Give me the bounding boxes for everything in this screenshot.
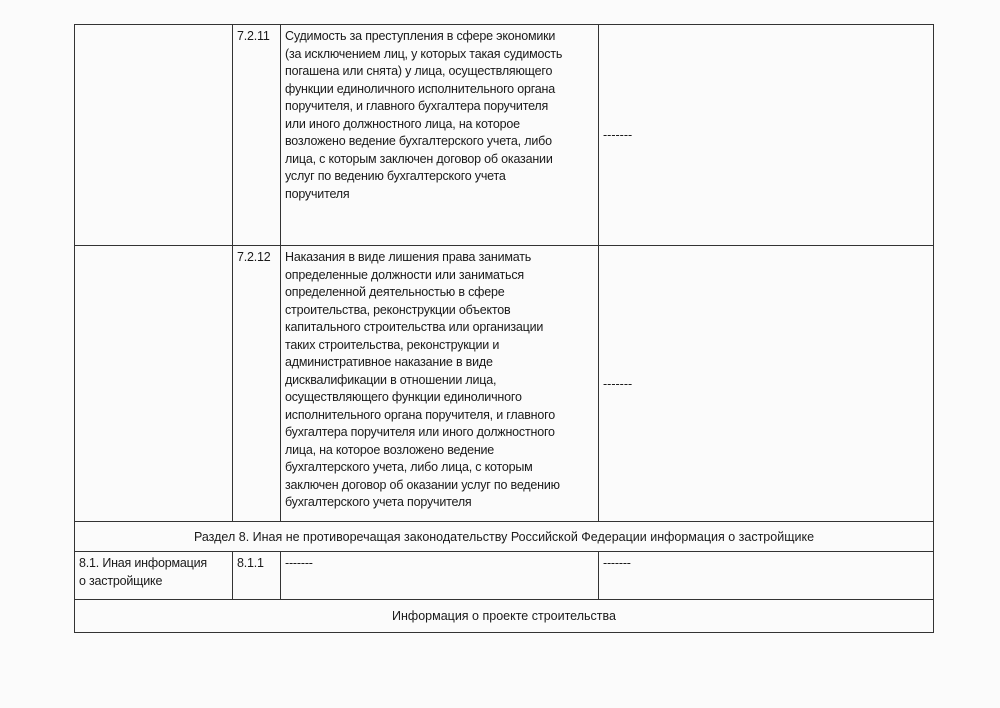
description-line: возложено ведение бухгалтерского учета, либо (285, 134, 552, 148)
empty-cell (75, 246, 233, 521)
item-description (281, 246, 599, 521)
description-line: лица, на которое возложено ведение (285, 442, 495, 457)
label-line: 8.1. Иная информация (79, 556, 207, 570)
description-line: бухгалтерского учета поручителя (285, 495, 472, 509)
label-line: о застройщике (79, 573, 163, 588)
description-line: бухгалтерского учета, либо лица, с которым (285, 460, 533, 474)
item-value (599, 246, 933, 521)
description-line: капитального строительства или организации (285, 320, 544, 334)
description-line: заключен договор об оказании услуг по ведению (285, 477, 560, 492)
empty-cell (75, 25, 233, 245)
description-line: функции единоличного исполнительного органа (285, 81, 555, 96)
table-row (74, 246, 934, 522)
description-line: погашена или снята) у лица, осуществляющего (285, 64, 553, 78)
table-row (74, 552, 934, 600)
item-number-text: 8.1.1 (237, 556, 264, 570)
description-line: ------- (285, 556, 313, 570)
section-title: Информация о проекте строительства (392, 609, 616, 623)
item-value (599, 25, 933, 245)
item-number-text: 7.2.12 (237, 250, 271, 264)
section-8-header (74, 522, 934, 552)
item-number (233, 25, 281, 245)
section-title: Раздел 8. Иная не противоречащая законодательству Российской Федерации информация о застройщике (193, 530, 815, 544)
item-number (233, 246, 281, 521)
description-line: поручителя (285, 186, 350, 201)
description-line: услуг по ведению бухгалтерского учета (285, 169, 506, 183)
description-line: административное наказание в виде (285, 355, 493, 369)
table-row (74, 24, 934, 246)
description-line: Наказания в виде лишения права занимать (285, 250, 532, 264)
description-line: или иного должностного лица, на которое (285, 116, 520, 131)
description-line: осуществляющего функции единоличного (285, 390, 522, 404)
description-line: определенные должности или заниматься (285, 267, 524, 282)
description-line: исполнительного органа поручителя, и главного (285, 407, 555, 422)
document-table (74, 24, 934, 633)
description-line: поручителя, и главного бухгалтера поручителя (285, 99, 549, 113)
item-number (233, 552, 281, 599)
description-line: лица, с которым заключен договор об оказании (285, 151, 553, 166)
item-description (281, 25, 599, 245)
item-value (599, 552, 933, 599)
project-info-header (74, 600, 934, 633)
item-label (75, 552, 233, 599)
description-line: таких строительства, реконструкции и (285, 337, 500, 352)
description-line: (за исключением лиц, у которых такая судимость (285, 46, 563, 61)
item-value-text: ------- (603, 376, 633, 391)
description-line: Судимость за преступления в сфере экономики (285, 29, 556, 43)
description-line: дисквалификации в отношении лица, (285, 372, 497, 387)
item-value-text: ------- (603, 128, 633, 142)
description-line: определенной деятельностью в сфере (285, 285, 505, 299)
description-line: строительства, реконструкции объектов (285, 302, 511, 317)
item-description (281, 552, 599, 599)
item-value-text: ------- (603, 556, 631, 570)
description-line: бухгалтера поручителя или иного должностного (285, 425, 555, 439)
item-number-text: 7.2.11 (237, 29, 270, 43)
